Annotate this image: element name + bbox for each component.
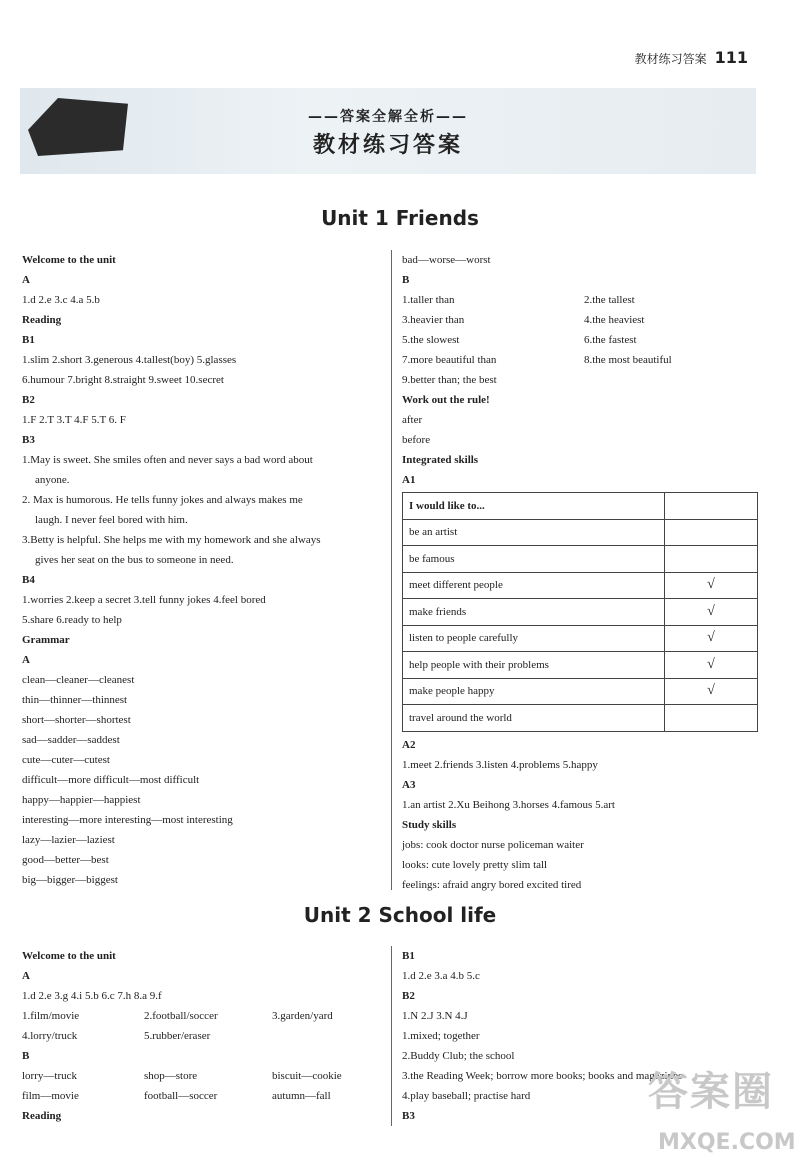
a1-item: travel around the world bbox=[403, 705, 665, 732]
answer-banner bbox=[20, 88, 756, 174]
answer-line: happy—happier—happiest bbox=[22, 794, 141, 806]
check-mark: √ bbox=[665, 652, 758, 679]
answer-row bbox=[22, 1026, 382, 1046]
section-heading: A2 bbox=[402, 739, 416, 751]
section-heading: Work out the rule! bbox=[402, 394, 490, 406]
unit2-title: Unit 2 School life bbox=[303, 903, 497, 927]
answer-line: 3.the Reading Week; borrow more books; books and magazines bbox=[402, 1070, 683, 1082]
table-row bbox=[403, 652, 758, 679]
answer-line: after bbox=[402, 414, 423, 426]
answer-cell: 3.garden/yard bbox=[272, 1010, 333, 1022]
a1-table bbox=[402, 492, 758, 732]
answer-line: short—shorter—shortest bbox=[22, 714, 131, 726]
section-heading: A bbox=[22, 970, 30, 982]
answer-line: 1.meet 2.friends 3.listen 4.problems 5.happy bbox=[402, 759, 598, 771]
answer-line: 1.d 2.e 3.g 4.i 5.b 6.c 7.h 8.a 9.f bbox=[22, 990, 162, 1002]
a1-header-row bbox=[403, 493, 758, 520]
section-heading: Integrated skills bbox=[402, 454, 479, 466]
unit2-grid-b bbox=[22, 1066, 382, 1106]
answer-cell: 4.lorry/truck bbox=[22, 1030, 78, 1042]
answer-cell: 2.the tallest bbox=[584, 294, 635, 306]
answer-cell: 7.more beautiful than bbox=[402, 354, 497, 366]
answer-line: difficult—more difficult—most difficult bbox=[22, 774, 200, 786]
answer-line: 2.Buddy Club; the school bbox=[402, 1050, 515, 1062]
unit2-grid-a bbox=[22, 1006, 382, 1046]
section-heading: Welcome to the unit bbox=[22, 254, 116, 266]
answer-row bbox=[402, 310, 762, 330]
answer-row bbox=[22, 1066, 382, 1086]
banner-title: 教材练习答案 bbox=[312, 133, 463, 158]
answer-line: cute—cuter—cutest bbox=[22, 754, 110, 766]
answer-line: good—better—best bbox=[22, 854, 109, 866]
check-mark: √ bbox=[665, 678, 758, 705]
answer-cell: 3.heavier than bbox=[402, 314, 465, 326]
unit2-left-column bbox=[22, 946, 382, 1006]
answer-line: looks: cute lovely pretty slim tall bbox=[402, 859, 548, 871]
unit1-title: Unit 1 Friends bbox=[321, 206, 479, 230]
answer-line: jobs: cook doctor nurse policeman waiter bbox=[402, 839, 584, 851]
answer-line: 3.Betty is helpful. She helps me with my homework and she always bbox=[22, 534, 321, 546]
b-answer-grid bbox=[402, 290, 762, 370]
a1-header: I would like to... bbox=[403, 493, 665, 520]
answer-line: before bbox=[402, 434, 431, 446]
page-header bbox=[635, 48, 748, 67]
answer-cell: 4.the heaviest bbox=[584, 314, 645, 326]
table-row bbox=[403, 546, 758, 573]
table-row bbox=[403, 705, 758, 732]
unit1-right-top bbox=[402, 250, 762, 290]
check-mark bbox=[665, 546, 758, 573]
unit1-right-mid bbox=[402, 370, 762, 490]
unit2-reading-label: Reading bbox=[22, 1110, 62, 1122]
answer-line: 9.better than; the best bbox=[402, 374, 497, 386]
answer-line: feelings: afraid angry bored excited tired bbox=[402, 879, 582, 891]
answer-cell: autumn—fall bbox=[272, 1090, 331, 1102]
watermark-url: MXQE.COM bbox=[658, 1130, 796, 1155]
column-divider-2 bbox=[391, 946, 392, 1126]
table-row bbox=[403, 572, 758, 599]
check-mark bbox=[665, 705, 758, 732]
answer-line: 1.slim 2.short 3.generous 4.tallest(boy) 5.glasses bbox=[22, 354, 237, 366]
answer-cell: 1.film/movie bbox=[22, 1010, 80, 1022]
answer-cell: 8.the most beautiful bbox=[584, 354, 672, 366]
section-heading: Reading bbox=[22, 314, 62, 326]
section-heading: B3 bbox=[402, 1110, 415, 1122]
answer-cell: shop—store bbox=[144, 1070, 198, 1082]
answer-line: 1.May is sweet. She smiles often and never says a bad word about bbox=[22, 454, 313, 466]
section-heading: B bbox=[402, 274, 410, 286]
answer-row bbox=[402, 330, 762, 350]
section-heading: Welcome to the unit bbox=[22, 950, 116, 962]
answer-line: interesting—more interesting—most interesting bbox=[22, 814, 233, 826]
a1-item: listen to people carefully bbox=[403, 625, 665, 652]
section-heading: A bbox=[22, 274, 30, 286]
answer-line: bad—worse—worst bbox=[402, 254, 491, 266]
section-heading: A3 bbox=[402, 779, 416, 791]
answer-line: clean—cleaner—cleanest bbox=[22, 674, 135, 686]
answer-line: 1.d 2.e 3.c 4.a 5.b bbox=[22, 294, 100, 306]
answer-line: laugh. I never feel bored with him. bbox=[35, 514, 188, 526]
answer-cell: 5.rubber/eraser bbox=[144, 1030, 211, 1042]
answer-line: 1.d 2.e 3.a 4.b 5.c bbox=[402, 970, 480, 982]
answer-row bbox=[402, 350, 762, 370]
answer-cell: 5.the slowest bbox=[402, 334, 460, 346]
a1-item: meet different people bbox=[403, 572, 665, 599]
answer-cell: lorry—truck bbox=[22, 1070, 77, 1082]
section-heading: B1 bbox=[22, 334, 35, 346]
answer-line: 1.worries 2.keep a secret 3.tell funny jokes 4.feel bored bbox=[22, 594, 266, 606]
column-divider bbox=[391, 250, 392, 890]
unit1-right-bottom bbox=[402, 735, 762, 895]
answer-line: thin—thinner—thinnest bbox=[22, 694, 128, 706]
answer-line: lazy—lazier—laziest bbox=[22, 834, 115, 846]
answer-cell: 2.football/soccer bbox=[144, 1010, 218, 1022]
answer-line: 1.N 2.J 3.N 4.J bbox=[402, 1010, 468, 1022]
answer-cell: biscuit—cookie bbox=[272, 1070, 342, 1082]
answer-line: 1.mixed; together bbox=[402, 1030, 480, 1042]
check-mark: √ bbox=[665, 599, 758, 626]
section-heading: A1 bbox=[402, 474, 416, 486]
a1-item: make friends bbox=[403, 599, 665, 626]
table-row bbox=[403, 599, 758, 626]
answer-row bbox=[22, 1006, 382, 1026]
a1-item: make people happy bbox=[403, 678, 665, 705]
check-mark: √ bbox=[665, 625, 758, 652]
unit2-b-label: B bbox=[22, 1050, 30, 1062]
answer-cell: 6.the fastest bbox=[584, 334, 637, 346]
answer-line: 6.humour 7.bright 8.straight 9.sweet 10.secret bbox=[22, 374, 224, 386]
answer-line: 5.share 6.ready to help bbox=[22, 614, 122, 626]
section-heading: B1 bbox=[402, 950, 415, 962]
header-section: 教材练习答案 bbox=[634, 52, 707, 66]
watermark bbox=[638, 1060, 796, 1160]
table-row bbox=[403, 678, 758, 705]
check-mark bbox=[665, 519, 758, 546]
answer-row bbox=[402, 290, 762, 310]
watermark-logo: 答案圈 bbox=[648, 1069, 774, 1115]
table-row bbox=[403, 625, 758, 652]
section-heading: B4 bbox=[22, 574, 35, 586]
page-number: 111 bbox=[714, 48, 748, 67]
banner-subtitle: ——答案全解全析—— bbox=[308, 109, 468, 125]
a1-item: be an artist bbox=[403, 519, 665, 546]
section-heading: B2 bbox=[22, 394, 35, 406]
section-heading: B3 bbox=[22, 434, 35, 446]
answer-line: anyone. bbox=[35, 474, 70, 486]
answer-line: 1.F 2.T 3.T 4.F 5.T 6. F bbox=[22, 414, 126, 426]
answer-line: big—bigger—biggest bbox=[22, 874, 118, 886]
answer-cell: film—movie bbox=[22, 1090, 79, 1102]
section-heading: A bbox=[22, 654, 30, 666]
a1-item: help people with their problems bbox=[403, 652, 665, 679]
section-heading: Grammar bbox=[22, 634, 70, 646]
answer-cell: 1.taller than bbox=[402, 294, 455, 306]
answer-line: 1.an artist 2.Xu Beihong 3.horses 4.famous 5.art bbox=[402, 799, 615, 811]
answer-line: 2. Max is humorous. He tells funny jokes and always makes me bbox=[22, 494, 303, 506]
section-heading: B2 bbox=[402, 990, 415, 1002]
section-heading: Study skills bbox=[402, 819, 457, 831]
table-row bbox=[403, 519, 758, 546]
answer-line: 4.play baseball; practise hard bbox=[402, 1090, 531, 1102]
check-mark: √ bbox=[665, 572, 758, 599]
answer-cell: football—soccer bbox=[144, 1090, 218, 1102]
a1-header-check bbox=[665, 493, 758, 520]
answer-line: gives her seat on the bus to someone in need. bbox=[35, 554, 234, 566]
answer-row bbox=[22, 1086, 382, 1106]
unit1-left-column bbox=[22, 250, 382, 890]
answer-line: sad—sadder—saddest bbox=[22, 734, 120, 746]
a1-item: be famous bbox=[403, 546, 665, 573]
